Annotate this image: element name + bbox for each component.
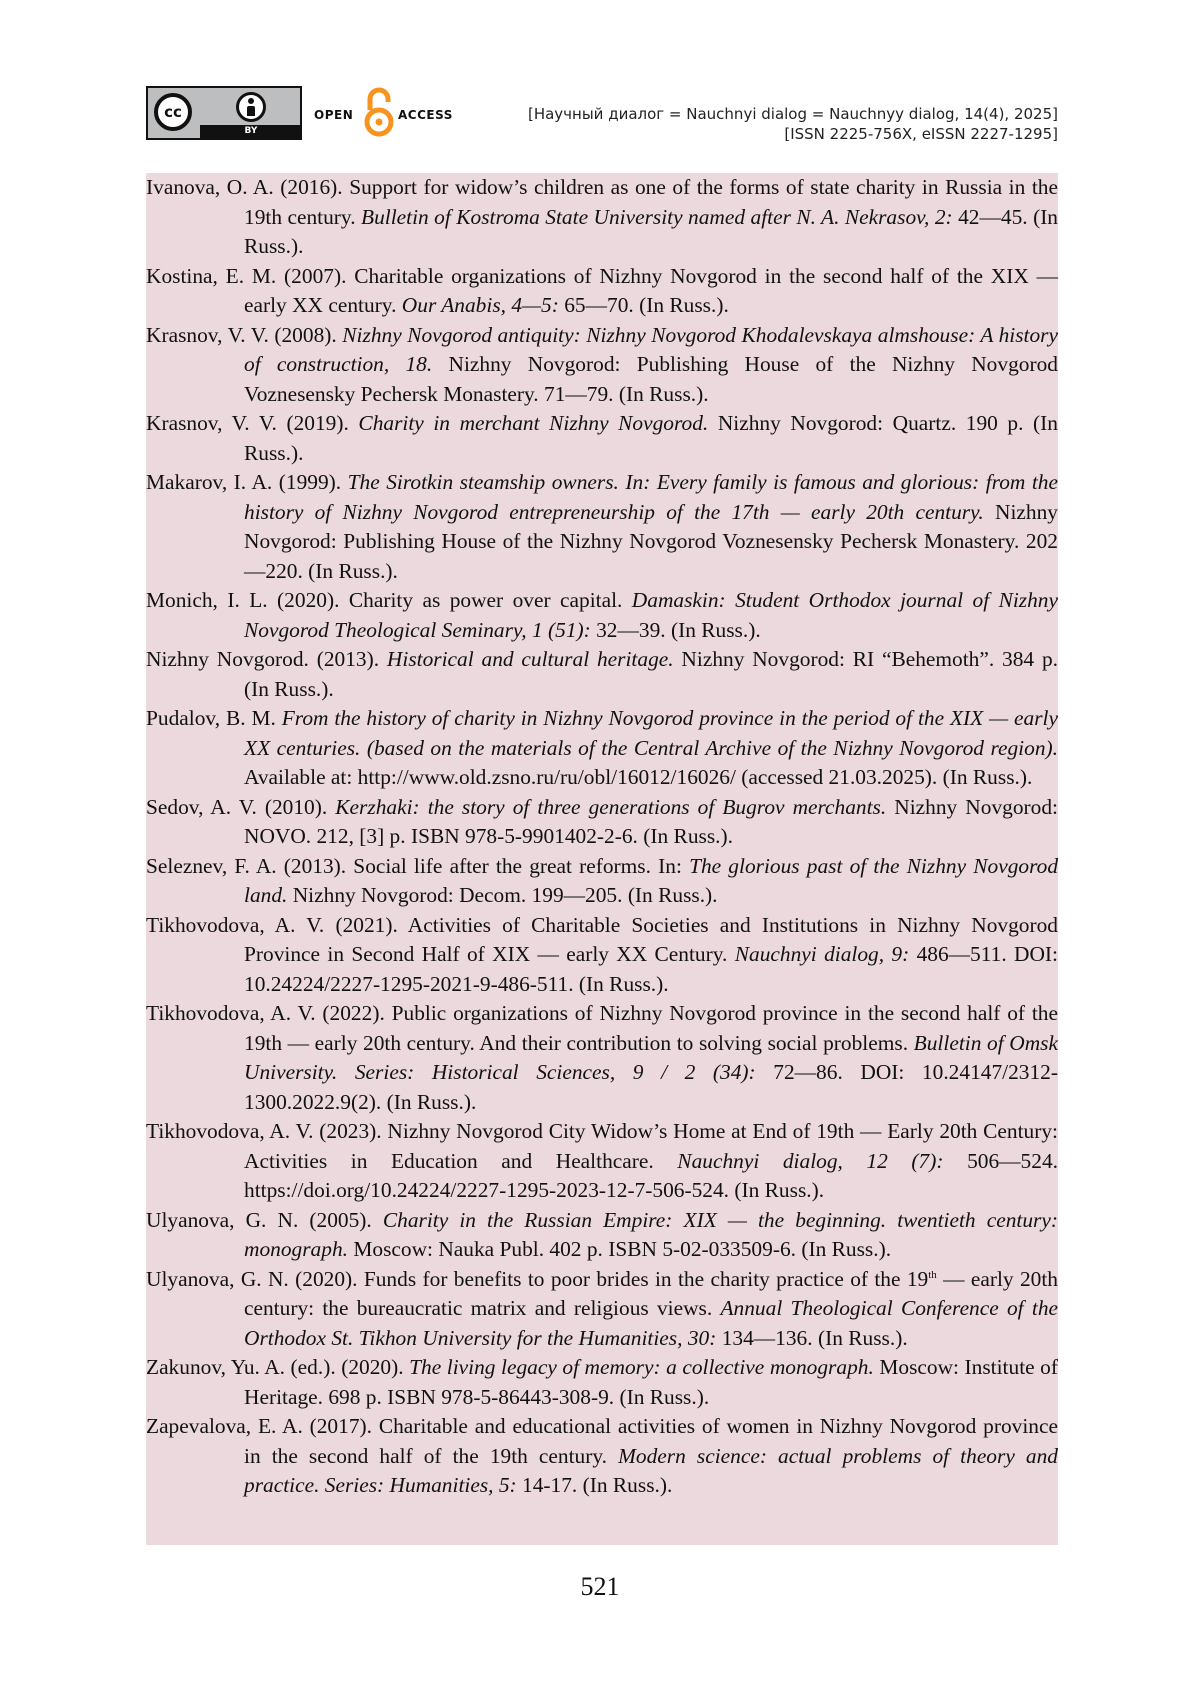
reference-entry (146, 1117, 1058, 1206)
reference-entry (146, 468, 1058, 586)
reference-source-title: Our Anabis, 4—5: (401, 293, 559, 317)
open-access-logo (314, 86, 462, 140)
reference-text: Tikhovodova, A. V. (2021). Activities of Charitable Societies and Institutions in Nizhny Novgorod Province in Second Half of XIX — early XX Century. (146, 912, 1058, 966)
reference-entry (146, 409, 1058, 468)
reference-details: 32—39. (In Russ.). (590, 617, 761, 642)
reference-source-title: Nauchnyi dialog, 12 (7): (677, 1148, 944, 1173)
reference-superscript: th (928, 1268, 937, 1281)
reference-entry (146, 262, 1058, 321)
open-access-access-text: ACCESS (398, 108, 453, 122)
reference-text: Zakunov, Yu. A. (ed.). (2020). (146, 1355, 410, 1379)
reference-text: Ulyanova, G. N. (2005). (146, 1207, 383, 1232)
journal-citation (498, 104, 1058, 144)
reference-source-title: Annual Theological Conference of the Orthodox St. Tikhon University for the Humanities, 30: (244, 1296, 1059, 1350)
reference-source-title: The living legacy of memory: a collective monograph. (409, 1355, 874, 1379)
reference-details: 506—524. https://doi.org/10.24224/2227-1295-2023-12-7-506-524. (In Russ.). (244, 1148, 1058, 1202)
reference-text: — early 20th century: the bureaucratic matrix and religious views. (244, 1266, 1058, 1320)
reference-text: Sedov, A. V. (2010). (146, 794, 336, 819)
reference-details: 65—70. (In Russ.). (558, 293, 729, 317)
reference-entry (146, 645, 1058, 704)
reference-entry (146, 586, 1058, 645)
page-header (146, 86, 1058, 146)
reference-source-title: From the history of charity in Nizhny Novgorod province in the period of the XIX — early XX centuries. (based on the materials of the Central Archive of the Nizhny Novgorod region). (244, 706, 1058, 760)
reference-text: Pudalov, B. M. (146, 706, 282, 730)
reference-source-title: Bulletin of Kostroma State University named after N. A. Nekrasov, 2: (361, 204, 953, 229)
reference-details: Moscow: Institute of Heritage. 698 p. ISBN 978-5-86443-308-9. (In Russ.). (244, 1355, 1058, 1409)
license-label: BY (244, 126, 258, 136)
open-access-open-text: OPEN (314, 108, 354, 122)
reference-text: Seleznev, F. A. (2013). Social life after the great reforms. In: (146, 853, 690, 878)
reference-entry (146, 911, 1058, 1000)
reference-text: Zapevalova, E. A. (2017). Charitable and educational activities of women in Nizhny Novgorod province in the second half of the 19th century. (146, 1414, 1058, 1468)
reference-details: Nizhny Novgorod: Publishing House of the Nizhny Novgorod Voznesensky Pechersk Monastery. 71—79. (In Russ.). (244, 352, 1058, 406)
reference-entry (146, 1353, 1058, 1412)
reference-details: 14-17. (In Russ.). (516, 1473, 673, 1497)
reference-source-title: Kerzhaki: the story of three generations of Bugrov merchants. (335, 794, 887, 819)
reference-details: Nizhny Novgorod: Publishing House of the Nizhny Novgorod Voznesensky Pechersk Monastery. 202—220. (In Russ.). (244, 499, 1058, 583)
by-label-bar (200, 125, 302, 138)
reference-text: Nizhny Novgorod. (2013). (146, 647, 387, 671)
reference-source-title: Charity in the Russian Empire: XIX — the beginning. twentieth century: monograph. (244, 1207, 1058, 1261)
reference-source-title: Charity in merchant Nizhny Novgorod. (358, 411, 709, 435)
reference-text: Ivanova, O. A. (2016). Support for widow’s children as one of the forms of state charity in Russia in the 19th century. (146, 175, 1058, 229)
reference-source-title: The Sirotkin steamship owners. In: Every family is famous and glorious: from the history of Nizhny Novgorod entrepreneurship of the 17th — early 20th century. (244, 470, 1058, 524)
reference-details: Moscow: Nauka Publ. 402 p. ISBN 5-02-033509-6. (In Russ.). (348, 1237, 892, 1261)
reference-entry (146, 704, 1058, 793)
reference-details: 42—45. (In Russ.). (244, 204, 1059, 258)
reference-details: Nizhny Novgorod: Quartz. 190 p. (In Russ.). (244, 411, 1058, 465)
attribution-icon (236, 92, 266, 122)
reference-source-title: The glorious past of the Nizhny Novgorod land. (244, 853, 1059, 907)
reference-text: Ulyanova, G. N. (2020). Funds for benefits to poor brides in the charity practice of the 19 (146, 1266, 929, 1291)
reference-entry (146, 852, 1058, 911)
page-number: 521 (580, 1572, 620, 1601)
reference-text: Makarov, I. A. (1999). (146, 470, 348, 494)
journal-issn-line: [ISSN 2225-756X, eISSN 2227-1295] (784, 125, 1058, 143)
reference-entry (146, 173, 1058, 262)
reference-details: 134—136. (In Russ.). (716, 1325, 908, 1350)
reference-source-title: Modern science: actual problems of theory and practice. Series: Humanities, 5: (244, 1443, 1058, 1497)
reference-text: Krasnov, V. V. (2008). (146, 322, 343, 347)
reference-entry (146, 1412, 1058, 1501)
reference-entry (146, 999, 1058, 1117)
reference-source-title: Nizhny Novgorod antiquity: Nizhny Novgorod Khodalevskaya almshouse: A history of construction, 18. (244, 322, 1058, 376)
creative-commons-icon: cc (154, 93, 192, 131)
reference-entry (146, 793, 1058, 852)
open-lock-icon (364, 86, 394, 138)
reference-details: Nizhny Novgorod: RI “Behemoth”. 384 p. (In Russ.). (244, 647, 1058, 701)
reference-details: 72—86. DOI: 10.24147/2312-1300.2022.9(2). (In Russ.). (244, 1060, 1058, 1114)
reference-source-title: Bulletin of Omsk University. Series: Historical Sciences, 9 / 2 (34): (244, 1030, 1058, 1084)
reference-details: Available at: http://www.old.zsno.ru/ru/obl/16012/16026/ (accessed 21.03.2025). (In Russ.). (244, 765, 1033, 789)
reference-text: Tikhovodova, A. V. (2023). Nizhny Novgorod City Widow’s Home at End of 19th — Early 20th Century: Activities in Education and Healthcare. (146, 1119, 1058, 1173)
reference-text: Monich, I. L. (2020). Charity as power over capital. (146, 588, 632, 612)
reference-source-title: Historical and cultural heritage. (386, 647, 674, 671)
reference-text: Kostina, E. M. (2007). Charitable organizations of Nizhny Novgorod in the second half of the XIX — early XX century. (146, 263, 1058, 317)
cc-by-license-badge (146, 86, 302, 140)
reference-details: 486—511. DOI: 10.24224/2227-1295-2021-9-486-511. (In Russ.). (244, 942, 1058, 996)
journal-title-line: [Научный диалог = Nauchnyi dialog = Nauchnyy dialog, 14(4), 2025] (527, 105, 1058, 123)
reference-details: Nizhny Novgorod: NOVO. 212, [3] p. ISBN 978-5-9901402-2-6. (In Russ.). (244, 794, 1058, 848)
reference-entry (146, 1206, 1058, 1265)
reference-source-title: Damaskin: Student Orthodox journal of Nizhny Novgorod Theological Seminary, 1 (51): (244, 588, 1058, 642)
reference-list (146, 173, 1058, 1545)
reference-details: Nizhny Novgorod: Decom. 199—205. (In Russ.). (287, 883, 718, 907)
reference-source-title: Nauchnyi dialog, 9: (734, 942, 910, 966)
reference-text: Tikhovodova, A. V. (2022). Public organizations of Nizhny Novgorod province in the second half of the 19th — early 20th century. And their contribution to solving social problems. (146, 1001, 1058, 1055)
reference-entry (146, 1265, 1058, 1354)
reference-entry (146, 321, 1058, 410)
reference-text: Krasnov, V. V. (2019). (146, 411, 359, 435)
